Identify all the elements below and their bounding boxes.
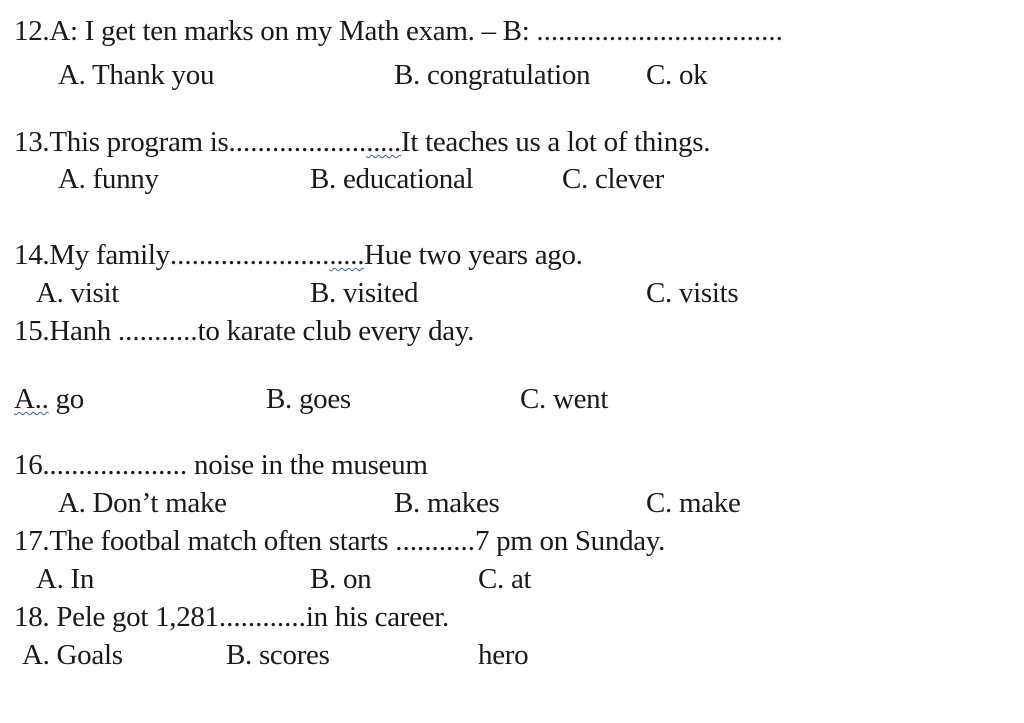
- answer-blank: ...................: [49, 449, 188, 481]
- option-15-a-letter: A..: [14, 383, 49, 415]
- question-13-continuation: It teaches us a lot of things.: [401, 126, 711, 158]
- answer-blank: ......................: [169, 239, 330, 271]
- question-15-text: [14, 314, 474, 348]
- question-18-text: [14, 600, 449, 634]
- answer-blank: ............: [218, 601, 306, 633]
- question-16-prompt: 16.: [14, 449, 50, 481]
- option-15-c: C. went: [520, 383, 609, 415]
- question-17-text: [14, 524, 665, 558]
- question-17-continuation: 7 pm on Sunday.: [474, 525, 666, 557]
- option-15-a-word: go: [48, 383, 84, 415]
- option-13-a: A. funny: [58, 163, 159, 195]
- option-14-a: A. visit: [36, 277, 119, 309]
- answer-blank: ..................................: [536, 15, 783, 47]
- question-14-text: [14, 238, 583, 272]
- question-16-continuation: noise in the museum: [187, 449, 428, 481]
- question-15-continuation: to karate club every day.: [197, 315, 475, 347]
- question-13-prompt: 13.This program is: [14, 126, 229, 158]
- question-14-continuation: Hue two years ago.: [364, 239, 583, 271]
- question-12-prompt: 12.A: I get ten marks on my Math exam. – B:: [14, 15, 537, 47]
- question-18-continuation: in his career.: [305, 601, 449, 633]
- option-17-a: A. In: [36, 563, 95, 595]
- option-18-c: hero: [478, 639, 529, 671]
- option-17-b: B. on: [310, 563, 372, 595]
- answer-blank: ...........: [395, 525, 475, 557]
- answer-blank-squiggle: .....: [366, 126, 402, 158]
- option-15-a: [14, 382, 84, 416]
- option-12-c: C. ok: [646, 59, 708, 91]
- option-13-b: B. educational: [310, 163, 474, 195]
- option-16-b: B. makes: [394, 487, 500, 519]
- option-16-c: C. make: [646, 487, 741, 519]
- question-13-text: [14, 125, 710, 159]
- option-17-c: C. at: [478, 563, 532, 595]
- option-18-a: A. Goals: [22, 639, 123, 671]
- question-14-prompt: 14.My family: [14, 239, 170, 271]
- question-16-text: [14, 448, 428, 482]
- answer-blank: ...........: [117, 315, 198, 347]
- option-15-b: B. goes: [266, 383, 351, 415]
- option-14-b: B. visited: [310, 277, 419, 309]
- option-18-b: B. scores: [226, 639, 330, 671]
- answer-blank-squiggle: .....: [329, 239, 365, 271]
- question-12-text: [14, 14, 783, 48]
- question-18-prompt: 18. Pele got 1,281: [14, 601, 219, 633]
- option-12-b: B. congratulation: [394, 59, 591, 91]
- option-16-a: A. Don’t make: [58, 487, 227, 519]
- question-17-prompt: 17.The footbal match often starts: [14, 525, 396, 557]
- option-12-a: A. Thank you: [58, 59, 215, 91]
- answer-blank: ...................: [228, 126, 367, 158]
- option-13-c: C. clever: [562, 163, 664, 195]
- option-14-c: C. visits: [646, 277, 739, 309]
- question-15-prompt: 15.Hanh: [14, 315, 118, 347]
